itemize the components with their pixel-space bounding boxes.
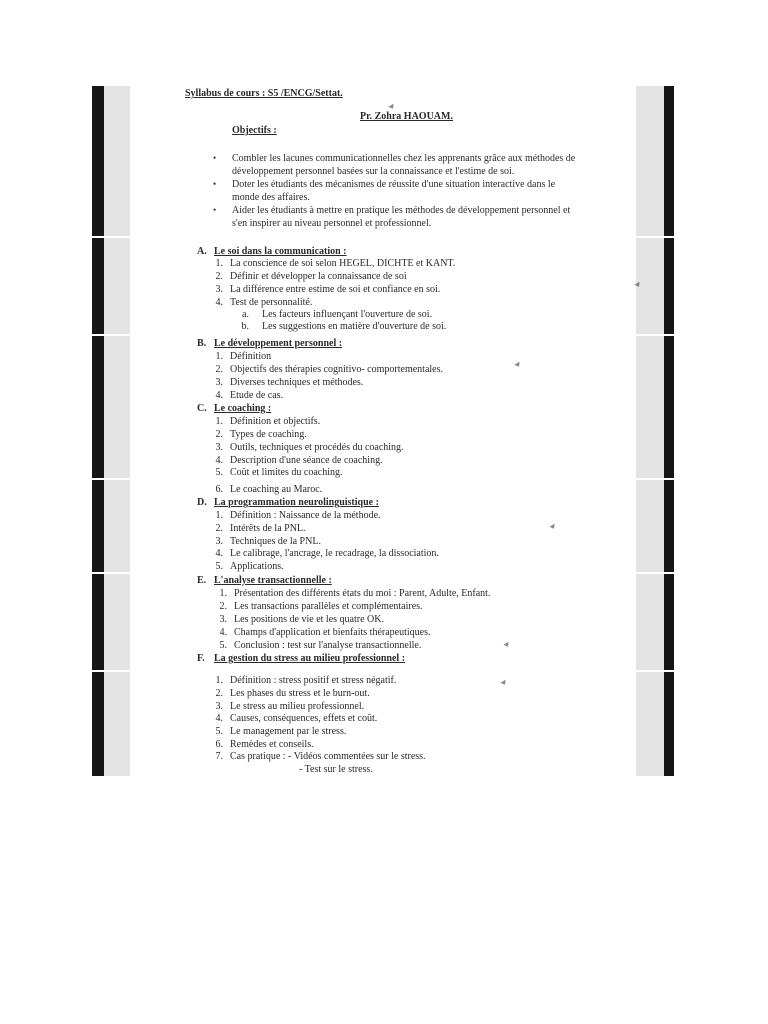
list-number: 6. [215, 739, 223, 750]
document-content [92, 86, 674, 776]
list-item: Coût et limites du coaching. [230, 467, 343, 478]
sublist-item: Les facteurs influençant l'ouverture de soi. [262, 309, 433, 320]
list-item: Définition [230, 351, 272, 362]
list-item: Outils, techniques et procédés du coaching. [230, 442, 404, 453]
list-item: Etude de cas. [230, 390, 284, 401]
list-item: Le coaching au Maroc. [230, 484, 323, 495]
objectives-heading: Objectifs : [232, 125, 277, 136]
section-c-title: Le coaching : [214, 403, 272, 414]
list-number: 1. [215, 258, 223, 269]
list-number: 3. [215, 536, 223, 547]
list-item: La conscience de soi selon HEGEL, DICHTE et KANT. [230, 258, 456, 269]
bullet-icon: • [213, 205, 217, 215]
list-item: Diverses techniques et méthodes. [230, 377, 364, 388]
professor-name: Pr. Zohra HAOUAM. [360, 111, 453, 122]
list-item-continuation: - Test sur le stress. [299, 764, 373, 775]
list-item: Description d'une séance de coaching. [230, 455, 383, 466]
list-number: 3. [219, 614, 227, 625]
list-item: Conclusion : test sur l'analyse transactionnelle. [234, 640, 422, 651]
list-number: 5. [219, 640, 227, 651]
list-number: 2. [219, 601, 227, 612]
bullet-icon: • [213, 153, 217, 163]
list-item: Le management par le stress. [230, 726, 347, 737]
list-number: 3. [215, 377, 223, 388]
list-number: 3. [215, 284, 223, 295]
list-number: 4. [215, 548, 223, 559]
list-number: 1. [215, 675, 223, 686]
list-number: 1. [219, 588, 227, 599]
list-number: 5. [215, 561, 223, 572]
list-item: Définition : Naissance de la méthode. [230, 510, 381, 521]
objective-item: Aider les étudiants à mettre en pratique les méthodes de développement personnel et s'en inspirer au niveau personnel et professionnel. [232, 205, 571, 229]
section-letter-d: D. [197, 497, 207, 508]
list-item: Définition : stress positif et stress négatif. [230, 675, 397, 686]
sublist-letter: a. [242, 309, 249, 320]
list-item: Le stress au milieu professionnel. [230, 701, 365, 712]
list-item: Le calibrage, l'ancrage, le recadrage, la dissociation. [230, 548, 439, 559]
list-number: 7. [215, 751, 223, 762]
list-item: Définir et développer la connaissance de soi [230, 271, 407, 282]
list-number: 2. [215, 364, 223, 375]
list-item: Techniques de la PNL. [230, 536, 321, 547]
sublist-item: Les suggestions en matière d'ouverture de soi. [262, 321, 447, 332]
section-letter-c: C. [197, 403, 207, 414]
list-item: Cas pratique : - Vidéos commentées sur le stress. [230, 751, 426, 762]
section-letter-e: E. [197, 575, 207, 586]
syllabus-title: Syllabus de cours : S5 /ENCG/Settat. [185, 88, 343, 99]
list-number: 1. [215, 510, 223, 521]
section-d-title: La programmation neurolinguistique : [214, 497, 379, 508]
list-number: 6. [215, 484, 223, 495]
bullet-icon: • [213, 179, 217, 189]
scanned-page [92, 86, 674, 776]
list-number: 4. [215, 713, 223, 724]
list-item: Présentation des différents états du moi : Parent, Adulte, Enfant. [234, 588, 491, 599]
list-item: La différence entre estime de soi et confiance en soi. [230, 284, 441, 295]
section-a-title: Le soi dans la communication : [214, 246, 347, 257]
sublist-letter: b. [241, 321, 249, 332]
list-item: Objectifs des thérapies cognitivo- comportementales. [230, 364, 443, 375]
list-number: 4. [215, 297, 223, 308]
list-item: Champs d'application et bienfaits thérapeutiques. [234, 627, 431, 638]
list-item: Test de personnalité. [230, 297, 313, 308]
list-number: 2. [215, 271, 223, 282]
list-item: Types de coaching. [230, 429, 307, 440]
list-number: 5. [215, 467, 223, 478]
section-f-title: La gestion du stress au milieu professionnel : [214, 653, 406, 664]
list-number: 5. [215, 726, 223, 737]
list-number: 3. [215, 701, 223, 712]
list-item: Applications. [230, 561, 284, 572]
section-e-title: L'analyse transactionnelle : [214, 575, 332, 586]
list-item: Remèdes et conseils. [230, 739, 314, 750]
list-number: 4. [215, 455, 223, 466]
list-number: 4. [219, 627, 227, 638]
section-letter-f: F. [197, 653, 205, 664]
section-letter-a: A. [197, 246, 207, 257]
list-number: 2. [215, 523, 223, 534]
list-number: 1. [215, 416, 223, 427]
section-letter-b: B. [197, 338, 207, 349]
list-number: 3. [215, 442, 223, 453]
list-number: 2. [215, 688, 223, 699]
list-number: 1. [215, 351, 223, 362]
list-item: Causes, conséquences, effets et coût. [230, 713, 378, 724]
list-item: Les phases du stress et le burn-out. [230, 688, 370, 699]
list-item: Intérêts de la PNL. [230, 523, 306, 534]
list-number: 2. [215, 429, 223, 440]
objective-item: Combler les lacunes communicationnelles chez les apprenants grâce aux méthodes de développement personnel basées sur la connaissance et l'estime de soi. [232, 153, 576, 177]
section-b-title: Le développement personnel : [214, 338, 343, 349]
objective-item: Doter les étudiants des mécanismes de réussite d'une situation interactive dans le monde des affaires. [232, 179, 556, 203]
list-number: 4. [215, 390, 223, 401]
list-item: Les positions de vie et les quatre OK. [234, 614, 384, 625]
list-item: Les transactions parallèles et complémentaires. [234, 601, 423, 612]
list-item: Définition et objectifs. [230, 416, 321, 427]
